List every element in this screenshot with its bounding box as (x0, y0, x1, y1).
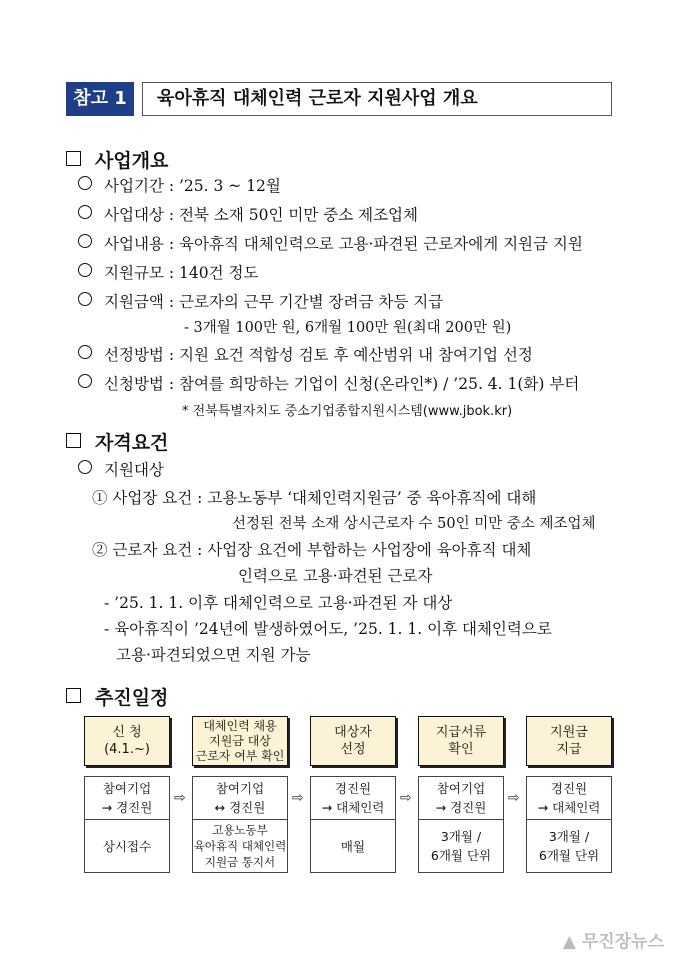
overview-item-selection (78, 343, 533, 365)
schedule-detail-select (310, 819, 396, 873)
logo-icon: ▲ (562, 932, 576, 952)
square-bullet-icon (66, 433, 81, 448)
amount-detail: - 3개월 100만 원, 6개월 100만 원(최대 200만 원) (184, 320, 512, 336)
schedule-step-payment (526, 716, 612, 766)
title-badge: 참고 1 (66, 82, 134, 116)
overview-item-content (78, 232, 583, 254)
schedule-flow-select (310, 776, 396, 820)
section-heading-overview (66, 146, 168, 173)
apply-note: * 전북특별자치도 중소기업종합지원시스템(www.jbok.kr) (182, 404, 513, 419)
eligibility-note-1: - ’25. 1. 1. 이후 대체인력으로 고용·파견된 자 대상 (104, 594, 453, 612)
step-title: 대체인력 채용 (203, 718, 277, 733)
detail-line: 3개월 / (548, 829, 590, 844)
item-value: : ’25. 3 ~ 12월 (168, 177, 281, 195)
detail-line: 6개월 단위 (538, 848, 600, 863)
schedule-detail-payment (526, 819, 612, 873)
section-heading-schedule (66, 683, 168, 710)
step-title-line: 지원금 대상 (209, 733, 271, 748)
overview-item-target (78, 203, 418, 225)
item-value: : 참여를 희망하는 기업이 신청(온라인*) / ’25. 4. 1(화) 부터 (168, 375, 580, 393)
schedule-detail-documents (418, 819, 504, 873)
step-title-line: 지급 (556, 742, 582, 757)
circle-bullet-icon (78, 374, 92, 388)
schedule-step-verify (192, 716, 288, 766)
schedule-detail-verify (192, 819, 288, 873)
item-label: 지원규모 (104, 264, 164, 282)
item-value: : 육아휴직 대체인력으로 고용·파견된 근로자에게 지원금 지원 (168, 235, 583, 253)
item-value: : 근로자의 근무 기간별 장려금 차등 지급 (168, 293, 444, 311)
page-title: 육아휴직 대체인력 근로자 지원사업 개요 (142, 82, 612, 116)
flow-to: → 경진원 (101, 800, 153, 815)
detail-line: 육아휴직 대체인력 (193, 839, 287, 853)
eligibility-sub (78, 458, 164, 480)
circle-bullet-icon (78, 205, 92, 219)
overview-item-apply (78, 372, 579, 394)
schedule-flow-payment (526, 776, 612, 820)
overview-item-scale (78, 261, 258, 283)
step-title: 신 청 (112, 725, 142, 740)
schedule-step-select (310, 716, 396, 766)
flow-from: 참여기업 (102, 781, 152, 796)
step-title-line: 선정 (340, 742, 366, 757)
flow-arrow-icon: ⇨ (508, 790, 520, 806)
step-title: 지원금 (550, 725, 588, 740)
requirement-worker-cont: 인력으로 고용·파견된 근로자 (238, 567, 433, 585)
schedule-step-apply (84, 716, 170, 766)
flow-to: → 경진원 (435, 800, 487, 815)
item-value: : 140건 정도 (168, 264, 259, 282)
step-title: 대상자 (334, 725, 372, 740)
flow-from: 참여기업 (215, 781, 265, 796)
section-heading-text: 추진일정 (95, 687, 169, 709)
flow-arrow-icon: ⇨ (292, 790, 304, 806)
schedule-step-documents (418, 716, 504, 766)
flow-arrow-icon: ⇨ (174, 790, 186, 806)
step-title-line: 확인 (448, 742, 474, 757)
eligibility-note-2-cont: 고용·파견되었으면 지원 가능 (116, 646, 311, 664)
item-label: 사업내용 (104, 235, 164, 253)
section-heading-text: 사업개요 (95, 150, 169, 172)
detail-line: 6개월 단위 (430, 848, 492, 863)
detail-line: 상시접수 (102, 838, 152, 854)
step-title: 지급서류 (435, 725, 487, 740)
item-label: 지원금액 (104, 293, 164, 311)
requirement-workplace-cont: 선정된 전북 소재 상시근로자 수 50인 미만 중소 제조업체 (232, 516, 596, 532)
item-value: : 지원 요건 적합성 검토 후 예산범위 내 참여기업 선정 (168, 346, 533, 364)
requirement-workplace: ① 사업장 요건 : 고용노동부 ‘대체인력지원금’ 중 육아휴직에 대해 (92, 489, 537, 507)
flow-arrow-icon: ⇨ (400, 790, 412, 806)
circle-bullet-icon (78, 234, 92, 248)
watermark-logo (563, 927, 664, 952)
schedule-flow-verify (192, 776, 288, 820)
circle-bullet-icon (78, 176, 92, 190)
schedule-flow-apply (84, 776, 170, 820)
flow-to: → 대체인력 (537, 800, 601, 815)
item-label: 선정방법 (104, 346, 164, 364)
circle-bullet-icon (78, 345, 92, 359)
flow-from: 경진원 (334, 781, 372, 796)
circle-bullet-icon (78, 263, 92, 277)
watermark-text: 무진장뉴스 (581, 932, 664, 952)
detail-line: 매월 (340, 838, 366, 854)
requirement-worker: ② 근로자 요건 : 사업장 요건에 부합하는 사업장에 육아휴직 대체 (92, 541, 532, 559)
overview-item-amount (78, 290, 443, 312)
step-title-line: 근로자 여부 확인 (195, 748, 285, 763)
schedule-detail-apply (84, 819, 170, 873)
flow-from: 참여기업 (436, 781, 486, 796)
item-label: 신청방법 (104, 375, 164, 393)
eligibility-sub-text: 지원대상 (104, 461, 164, 479)
square-bullet-icon (66, 688, 81, 703)
flow-to: ↔ 경진원 (214, 800, 266, 815)
circle-bullet-icon (78, 292, 92, 306)
circle-bullet-icon (78, 460, 92, 474)
step-date: (4.1.~) (104, 742, 150, 757)
section-heading-text: 자격요건 (95, 432, 169, 454)
detail-line: 고용노동부 (212, 823, 268, 837)
eligibility-note-2: - 육아휴직이 ’24년에 발생하였어도, ’25. 1. 1. 이후 대체인력으로 (104, 620, 552, 638)
square-bullet-icon (66, 151, 81, 166)
item-label: 사업기간 (104, 177, 164, 195)
item-value: : 전북 소재 50인 미만 중소 제조업체 (168, 206, 419, 224)
flow-from: 경진원 (550, 781, 588, 796)
schedule-flow-documents (418, 776, 504, 820)
flow-to: → 대체인력 (321, 800, 385, 815)
item-label: 사업대상 (104, 206, 164, 224)
detail-line: 지원금 통지서 (204, 855, 276, 869)
section-heading-eligibility (66, 428, 168, 455)
detail-line: 3개월 / (440, 829, 482, 844)
overview-item-period (78, 174, 281, 196)
